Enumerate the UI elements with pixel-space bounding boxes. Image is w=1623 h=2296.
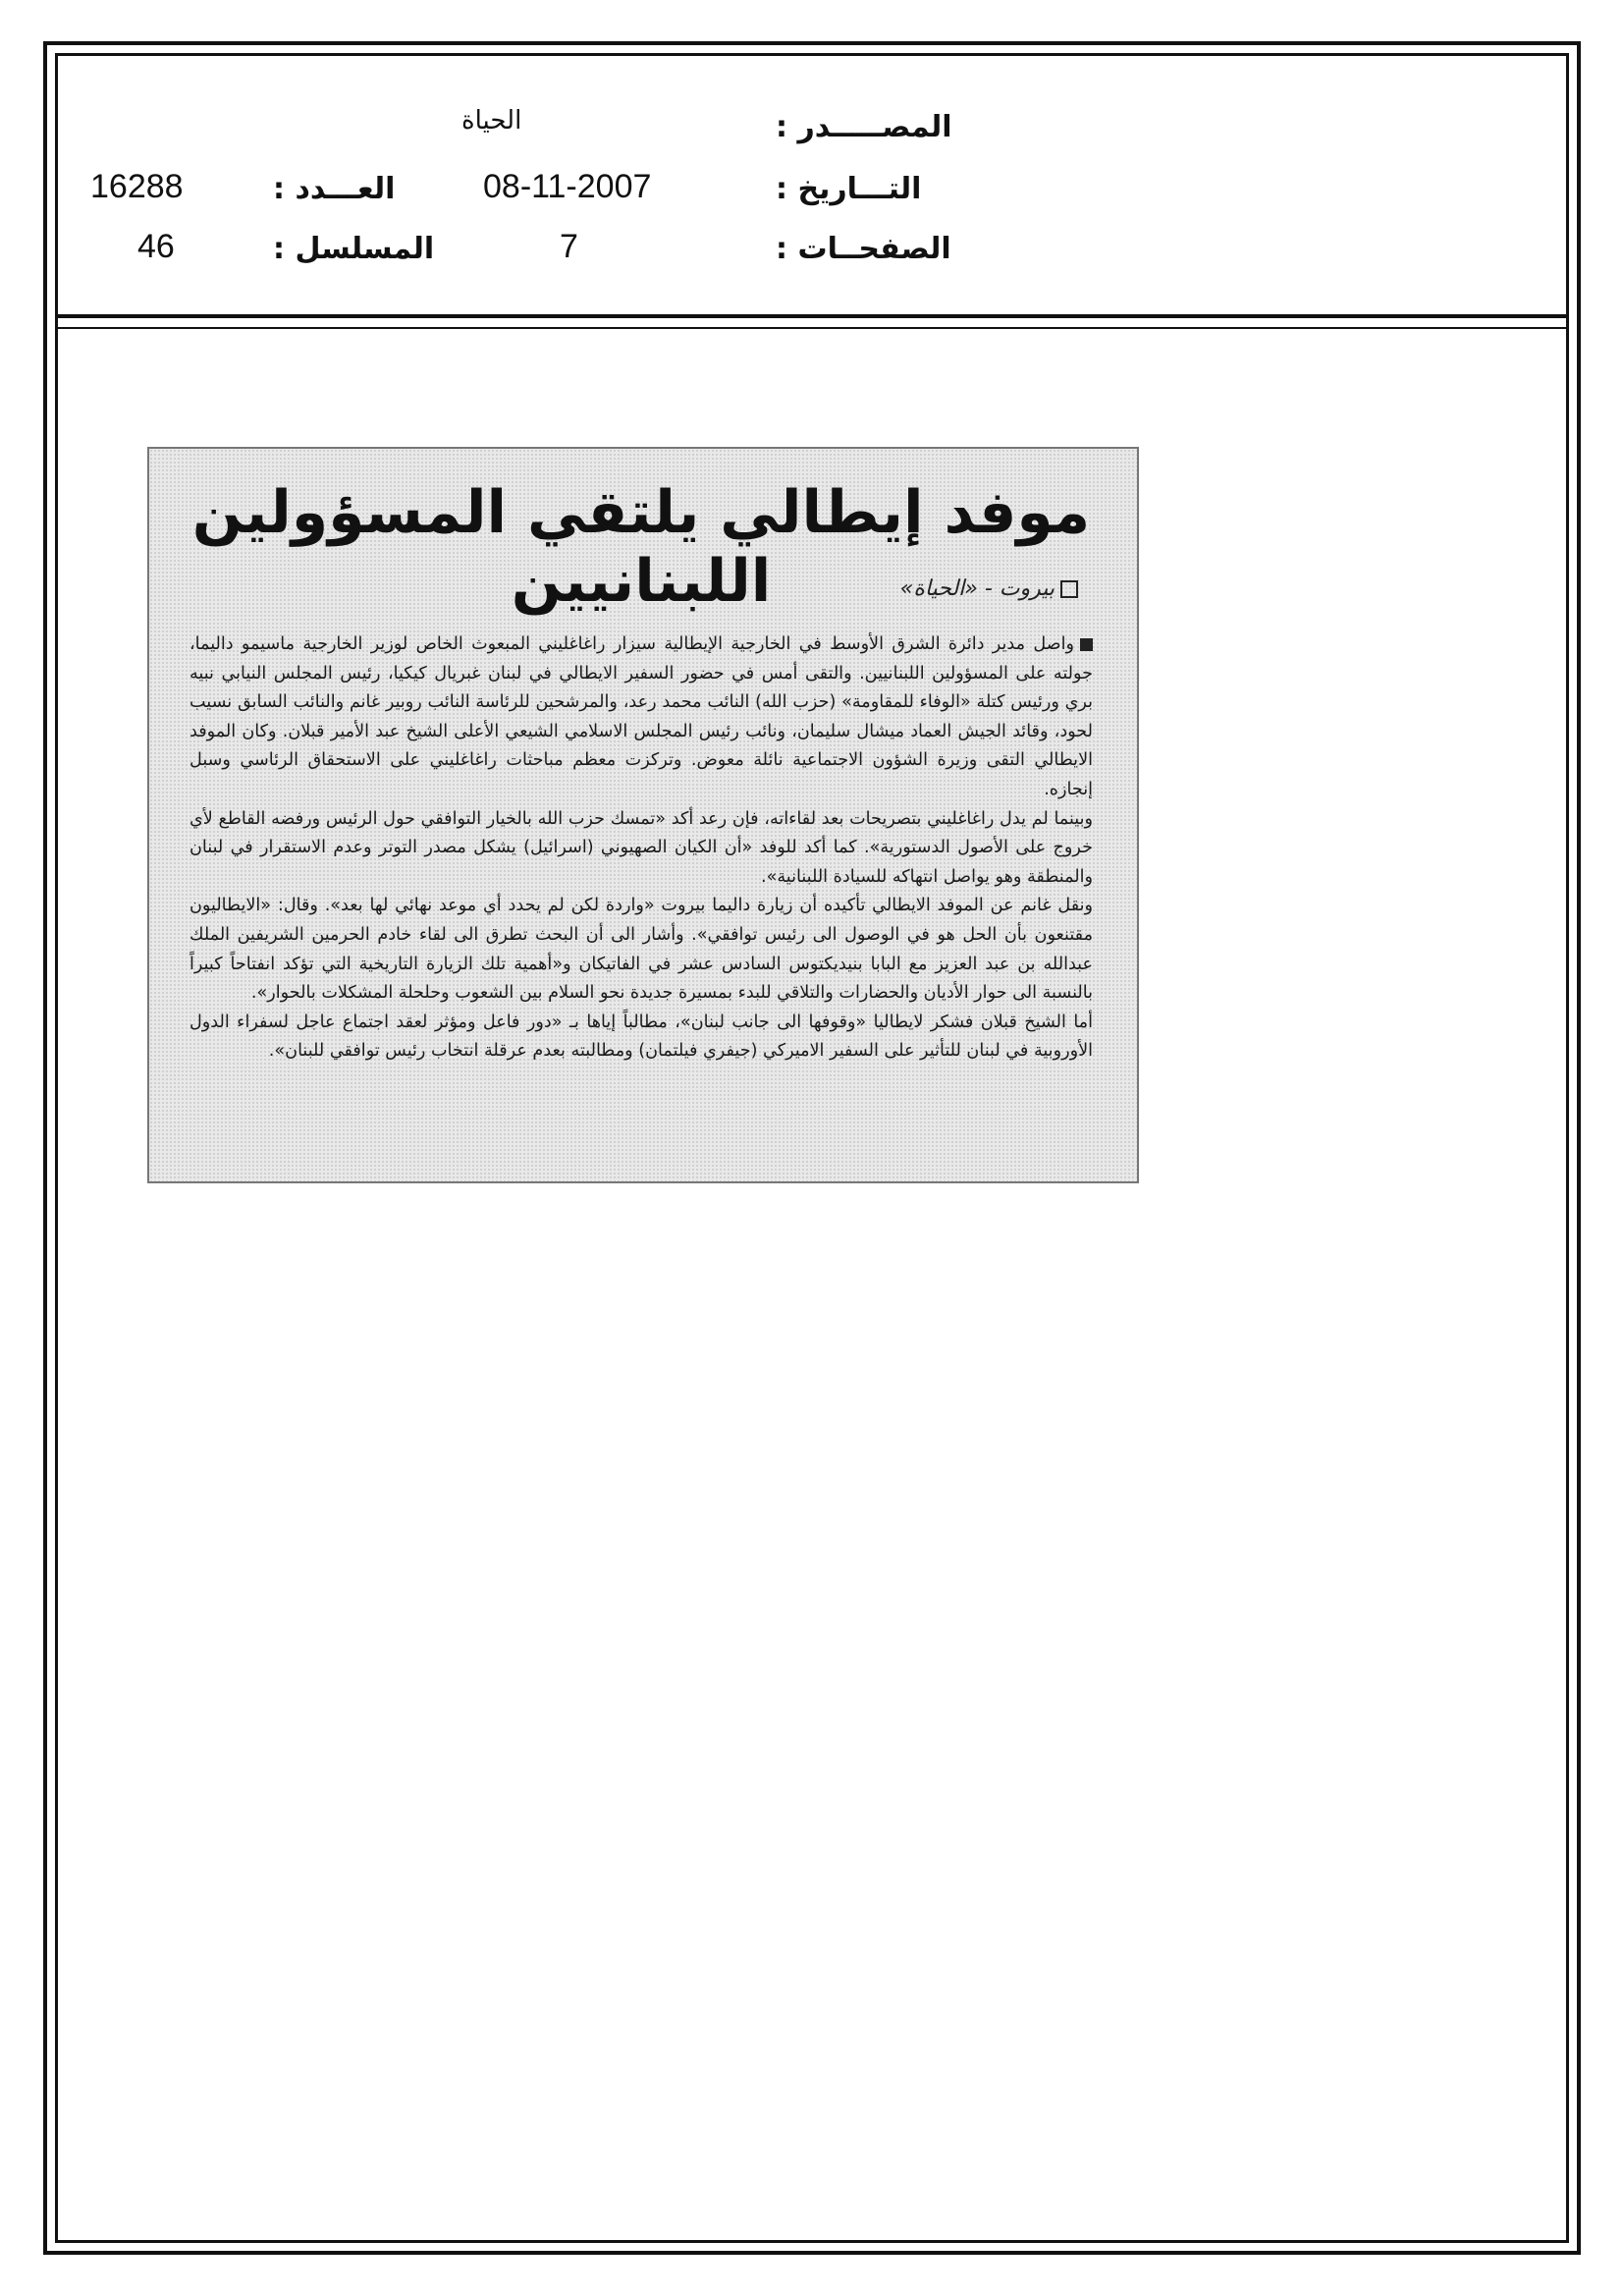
serial-label: المسلسل :	[273, 232, 435, 266]
header-divider-thin	[55, 327, 1569, 329]
paragraph-text: واصل مدير دائرة الشرق الأوسط في الخارجية الإيطالية سيزار راغاغليني المبعوث الخاص لوزير الخارجية ماسيمو داليما، جولته على المسؤولين اللبنانيين. والتقى أمس في حضور السفير الايطالي في لبنان غبريال كيكيا، رئيس المجلس النيابي نبيه بري ورئيس كتلة «الوفاء للمقاومة» (حزب الله) النائب محمد رعد، والمرشحين للرئاسة النائب روبير غانم والنائب السابق نسيب لحود، وقائد الجيش العماد ميشال سليمان، ونائب رئيس المجلس الاسلامي الشيعي الأعلى الشيخ عبد الأمير قبلان. وكان الموفد الايطالي التقى وزيرة الشؤون الاجتماعية نائلة معوض. وتركزت معظم مباحثات راغاغليني على الاستحقاق الرئاسي وسبل إنجازه.	[189, 634, 1093, 799]
article-paragraph: أما الشيخ قبلان فشكر لايطاليا «وقوفها الى جانب لبنان»، مطالباً إياها بـ «دور فاعل ومؤثر لعقد اجتماع عاجل لسفراء الدول الأوروبية في لبنان للتأثير على السفير الاميركي (جيفري فيلتمان) ومطالبته بعدم عرقلة انتخاب رئيس توافقي للبنان».	[189, 1011, 1093, 1062]
issue-value: 16288	[90, 168, 184, 205]
article-headline: موفد إيطالي يلتقي المسؤولين اللبنانيين	[191, 478, 1091, 616]
date-value: 08-11-2007	[483, 168, 652, 205]
article-body	[189, 630, 1093, 1066]
issue-label: العـــدد :	[273, 172, 396, 206]
byline-box-icon	[1060, 580, 1078, 598]
article-paragraph: ونقل غانم عن الموفد الايطالي تأكيده أن زيارة داليما بيروت «واردة لكن لم يحدد أي موعد نهائي لها بعد». وقال: «الايطاليون مقتنعون بأن الحل هو في الوصول الى رئيس توافقي». وأشار الى أن البحث تطرق الى لقاء خادم الحرمين الشريفين الملك عبدالله بن عبد العزيز مع البابا بنيديكتوس السادس عشر في الفاتيكان و«أهمية تلك الزيارة التاريخية التي تؤكد انفتاحاً كبيراً بالنسبة الى حوار الأديان والحضارات والتلاقي للبدء بمسيرة جديدة نحو السلام بين الشعوب وحلحلة المشكلات بالحوار».	[189, 896, 1093, 1004]
news-clipping	[147, 447, 1139, 1183]
article-paragraph	[189, 630, 1093, 805]
article-paragraph: وبينما لم يدل راغاغليني بتصريحات بعد لقاءاته، فإن رعد أكد «تمسك حزب الله بالخيار التوافقي حول الرئيس ورفضه القاطع لأي خروج على الأصول الدستورية». كما أكد للوفد «أن الكيان الصهيوني (اسرائيل) يشكل مصدر التوتر وعدم الاستقرار في لبنان والمنطقة وهو يواصل انتهاكه للسيادة اللبنانية».	[189, 808, 1093, 887]
article-byline	[900, 576, 1078, 601]
source-value: الحياة	[461, 106, 522, 136]
header-divider	[55, 314, 1569, 318]
serial-value: 46	[137, 228, 175, 265]
paragraph-square-icon	[1080, 638, 1093, 651]
byline-text: بيروت - «الحياة»	[899, 576, 1055, 601]
pages-label: الصفحــات :	[776, 232, 951, 266]
source-label: المصـــــدر :	[776, 110, 952, 144]
pages-value: 7	[560, 228, 578, 265]
date-label: التـــاريخ :	[776, 172, 922, 206]
